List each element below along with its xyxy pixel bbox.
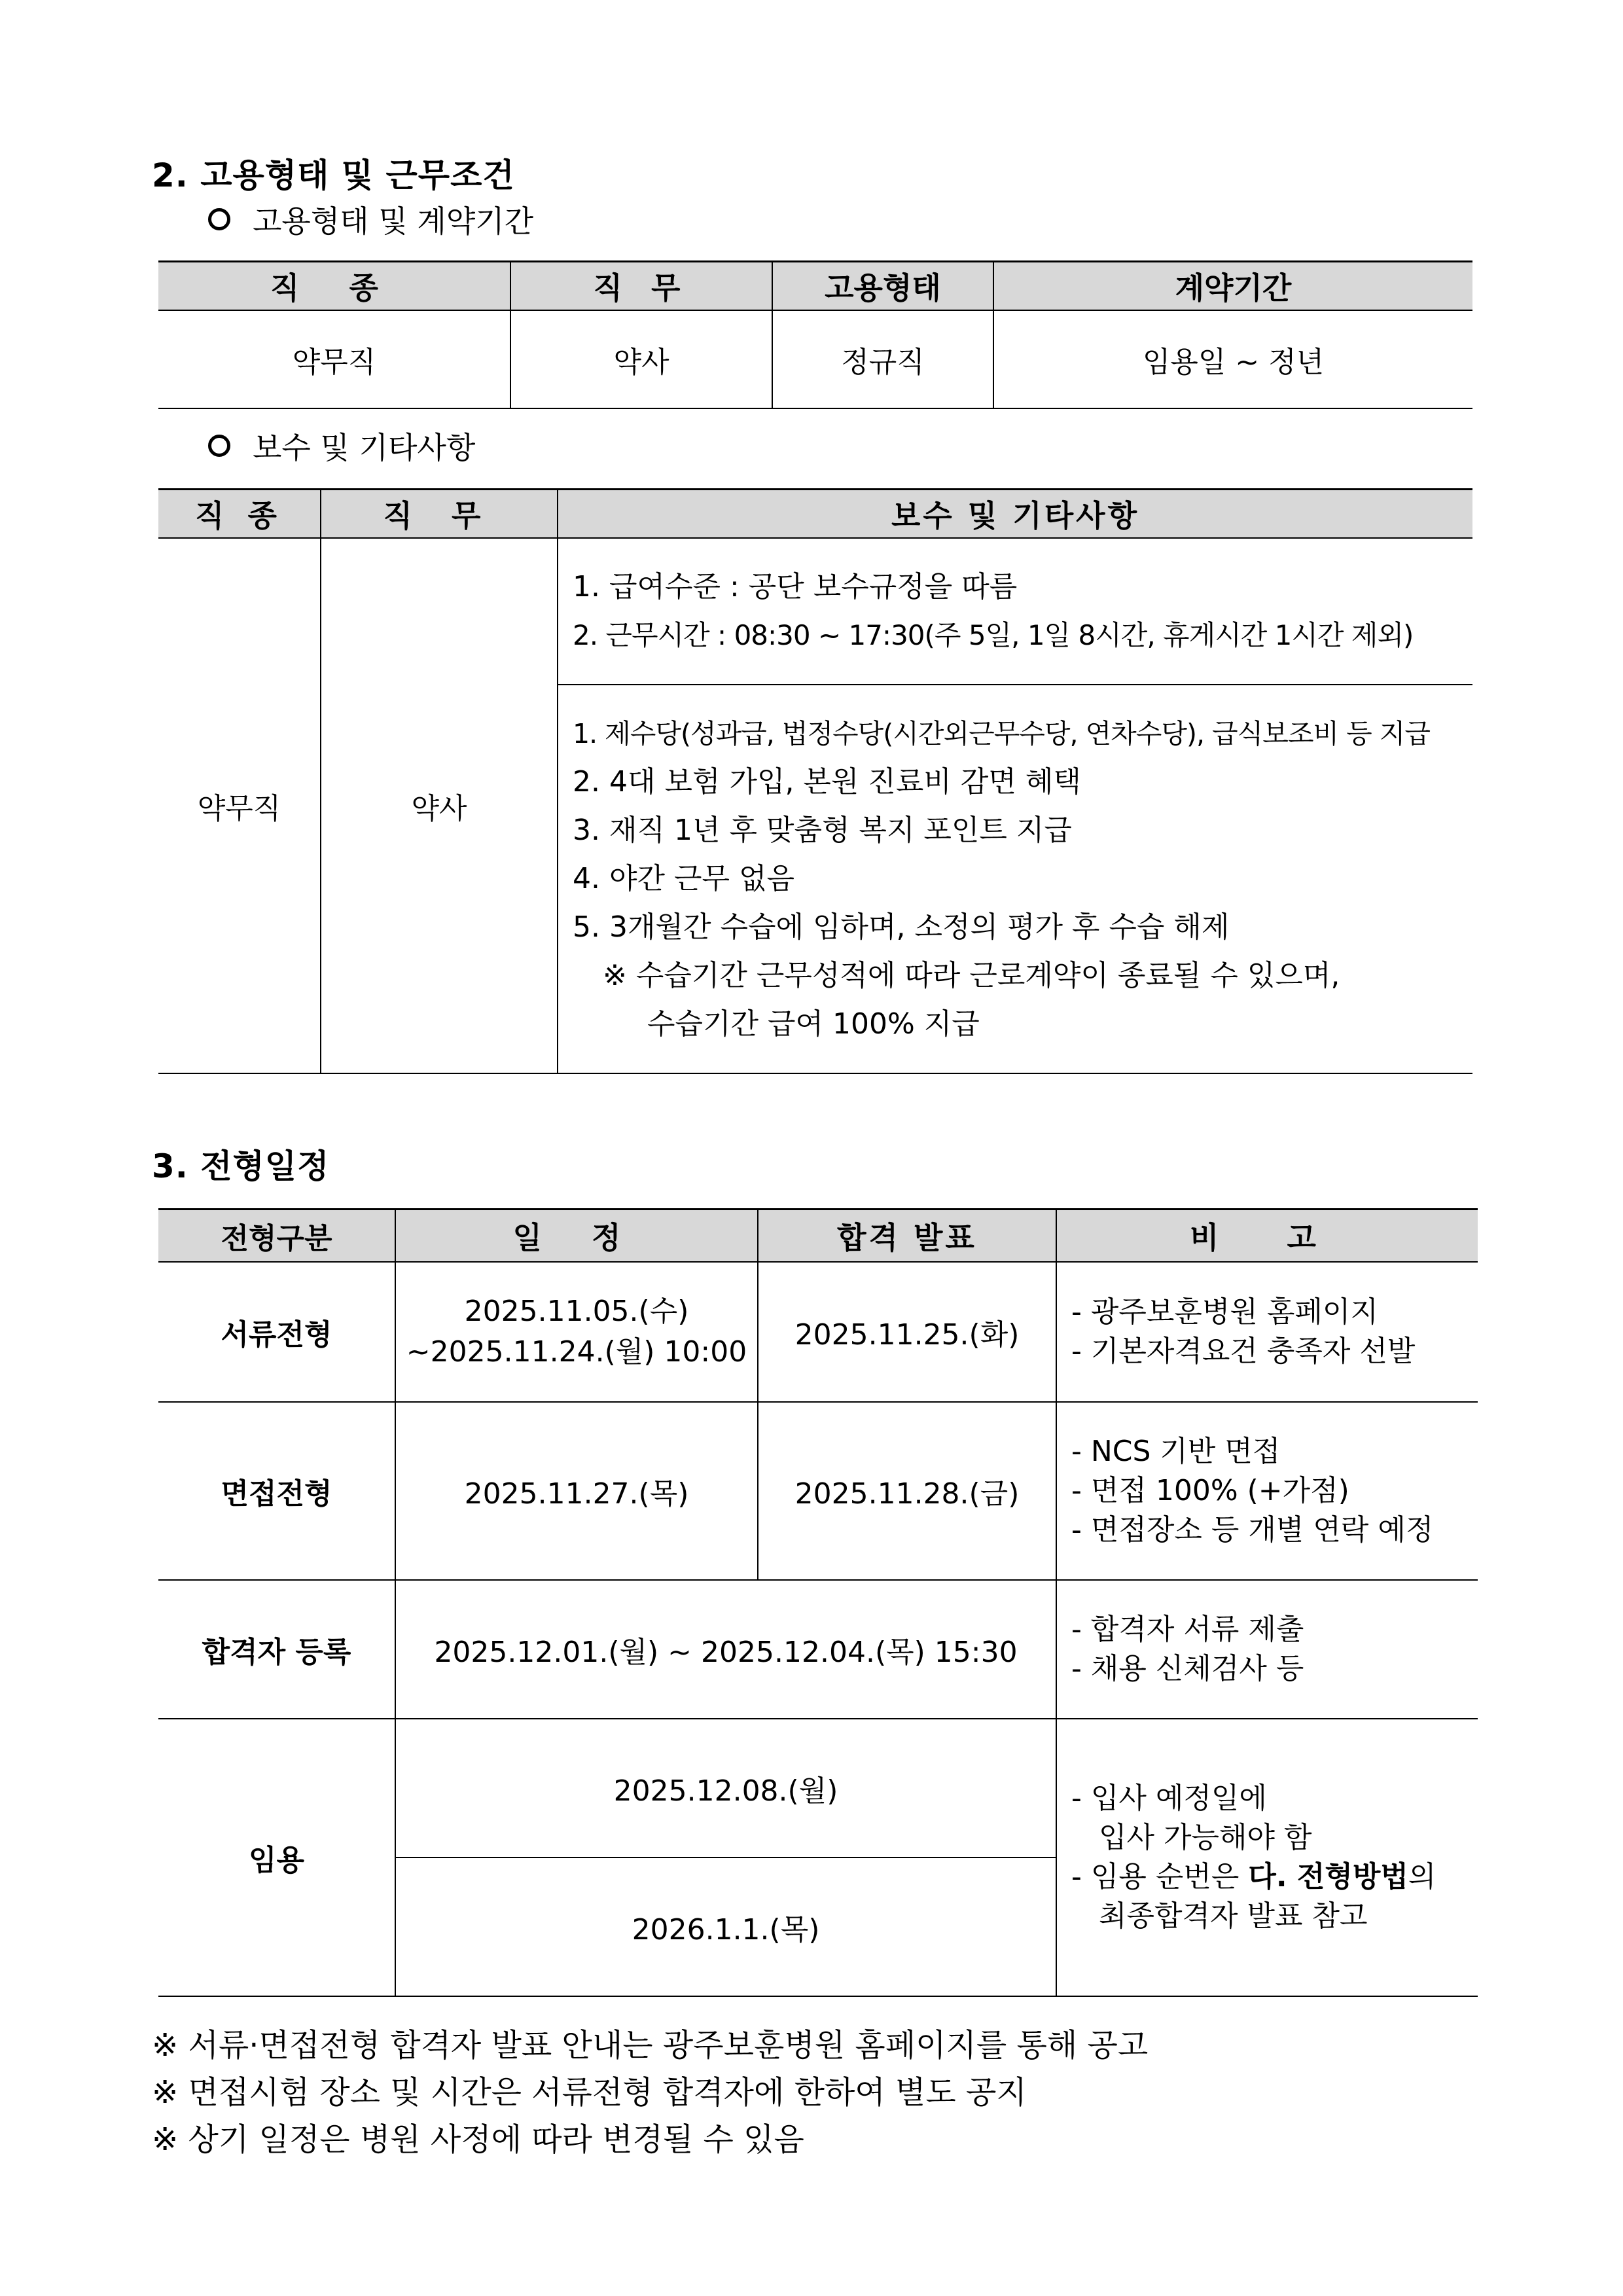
header-cell: 직 종	[158, 490, 321, 538]
announce-cell: 2025.11.25.(화)	[758, 1262, 1056, 1402]
table-cell: 정규직	[772, 310, 993, 408]
job-type-cell: 약무직	[158, 538, 321, 1073]
note-cell	[1056, 1402, 1478, 1580]
date-text: 2025.11.05.(수)	[464, 1294, 689, 1328]
date-text: ~2025.11.24.(월) 10:00	[406, 1335, 747, 1369]
header-cell: 계약기간	[993, 262, 1472, 310]
salary-table	[158, 488, 1472, 1074]
section-3-title: 3. 전형일정	[152, 1147, 330, 1185]
date-cell: 2025.12.08.(월)	[395, 1719, 1056, 1857]
table-row	[158, 1262, 1478, 1402]
header-cell: 직 무	[321, 490, 558, 538]
stage-cell: 임용	[158, 1719, 395, 1996]
list-item: 1. 급여수준 : 공단 보수규정을 따름	[573, 569, 1018, 603]
note-text: - 면접장소 등 개별 연락 예정	[1071, 1513, 1434, 1547]
salary-block-1	[558, 538, 1472, 685]
circle-bullet-icon	[208, 435, 230, 457]
note-text	[1071, 1857, 1478, 1897]
header-cell: 합격 발표	[758, 1210, 1056, 1262]
note-text: 입사 가능해야 함	[1099, 1820, 1312, 1854]
header-cell: 일 정	[395, 1210, 758, 1262]
note-text: - 기본자격요건 충족자 선발	[1071, 1334, 1416, 1368]
note-text: - 면접 100% (+가점)	[1071, 1473, 1349, 1507]
salary-block-2	[558, 685, 1472, 1073]
footnote: ※ 서류·면접전형 합격자 발표 안내는 광주보훈병원 홈페이지를 통해 공고	[152, 2027, 1149, 2064]
table-cell: 약사	[510, 310, 772, 408]
table-row	[158, 1719, 1478, 1857]
note-text: - 채용 신체검사 등	[1071, 1651, 1304, 1685]
table-row	[158, 1402, 1478, 1580]
date-cell: 2025.12.01.(월) ~ 2025.12.04.(목) 15:30	[395, 1580, 1056, 1719]
note-text: - 합격자 서류 제출	[1071, 1612, 1304, 1646]
note-text: - NCS 기반 면접	[1071, 1434, 1281, 1468]
note-text: 최종합격자 발표 참고	[1099, 1899, 1368, 1933]
header-cell: 비 고	[1056, 1210, 1478, 1262]
section-2-title: 2. 고용형태 및 근무조건	[152, 156, 515, 194]
date-cell: 2025.11.27.(목)	[395, 1402, 758, 1580]
list-item: 4. 야간 근무 없음	[573, 861, 794, 895]
note-cell	[1056, 1580, 1478, 1719]
table-header-row	[158, 490, 1472, 538]
header-cell: 직 무	[510, 262, 772, 310]
header-cell: 전형구분	[158, 1210, 395, 1262]
table-header-row	[158, 1210, 1478, 1262]
note-text-part: 의	[1408, 1859, 1436, 1893]
date-cell: 2026.1.1.(목)	[395, 1857, 1056, 1996]
header-cell: 직 종	[158, 262, 510, 310]
employment-table	[158, 260, 1472, 409]
footnote: ※ 상기 일정은 병원 사정에 따라 변경될 수 있음	[152, 2121, 804, 2158]
list-item: 수습기간 급여 100% 지급	[647, 1007, 980, 1041]
announce-cell: 2025.11.28.(금)	[758, 1402, 1056, 1580]
list-item: 2. 4대 보험 가입, 본원 진료비 감면 혜택	[573, 764, 1081, 798]
note-cell	[1056, 1719, 1478, 1996]
table-row	[158, 538, 1472, 685]
footnote: ※ 면접시험 장소 및 시간은 서류전형 합격자에 한하여 별도 공지	[152, 2074, 1027, 2111]
table-cell: 약무직	[158, 310, 510, 408]
list-item: 1. 제수당(성과급, 법정수당(시간외근무수당, 연차수당), 급식보조비 등 지급	[573, 717, 1430, 749]
schedule-table	[158, 1208, 1478, 1997]
header-cell: 보수 및 기타사항	[558, 490, 1472, 538]
table-row	[158, 310, 1472, 408]
header-cell: 고용형태	[772, 262, 993, 310]
list-item: ※ 수습기간 근무성적에 따라 근로계약이 종료될 수 있으며,	[603, 958, 1340, 992]
note-cell	[1056, 1262, 1478, 1402]
date-cell	[395, 1262, 758, 1402]
stage-cell: 면접전형	[158, 1402, 395, 1580]
circle-bullet-icon	[208, 208, 230, 230]
list-item: 2. 근무시간 : 08:30 ~ 17:30(주 5일, 1일 8시간, 휴게시간 1시간 제외)	[573, 619, 1414, 651]
stage-cell: 서류전형	[158, 1262, 395, 1402]
stage-cell: 합격자 등록	[158, 1580, 395, 1719]
table-cell: 임용일 ~ 정년	[993, 310, 1472, 408]
subheading-employment-text: 고용형태 및 계약기간	[253, 204, 534, 239]
note-text: - 입사 예정일에	[1071, 1781, 1267, 1815]
subheading-salary	[208, 424, 475, 467]
table-row	[158, 1580, 1478, 1719]
subheading-salary-text: 보수 및 기타사항	[253, 430, 476, 465]
subheading-employment	[208, 198, 533, 241]
note-text-bold: 다. 전형방법	[1248, 1859, 1408, 1893]
note-text-part: - 임용 순번은	[1071, 1859, 1249, 1893]
list-item: 3. 재직 1년 후 맞춤형 복지 포인트 지급	[573, 813, 1072, 847]
job-cell: 약사	[321, 538, 558, 1073]
note-text: - 광주보훈병원 홈페이지	[1071, 1295, 1378, 1329]
table-header-row	[158, 262, 1472, 310]
list-item: 5. 3개월간 수습에 임하며, 소정의 평가 후 수습 해제	[573, 910, 1230, 944]
